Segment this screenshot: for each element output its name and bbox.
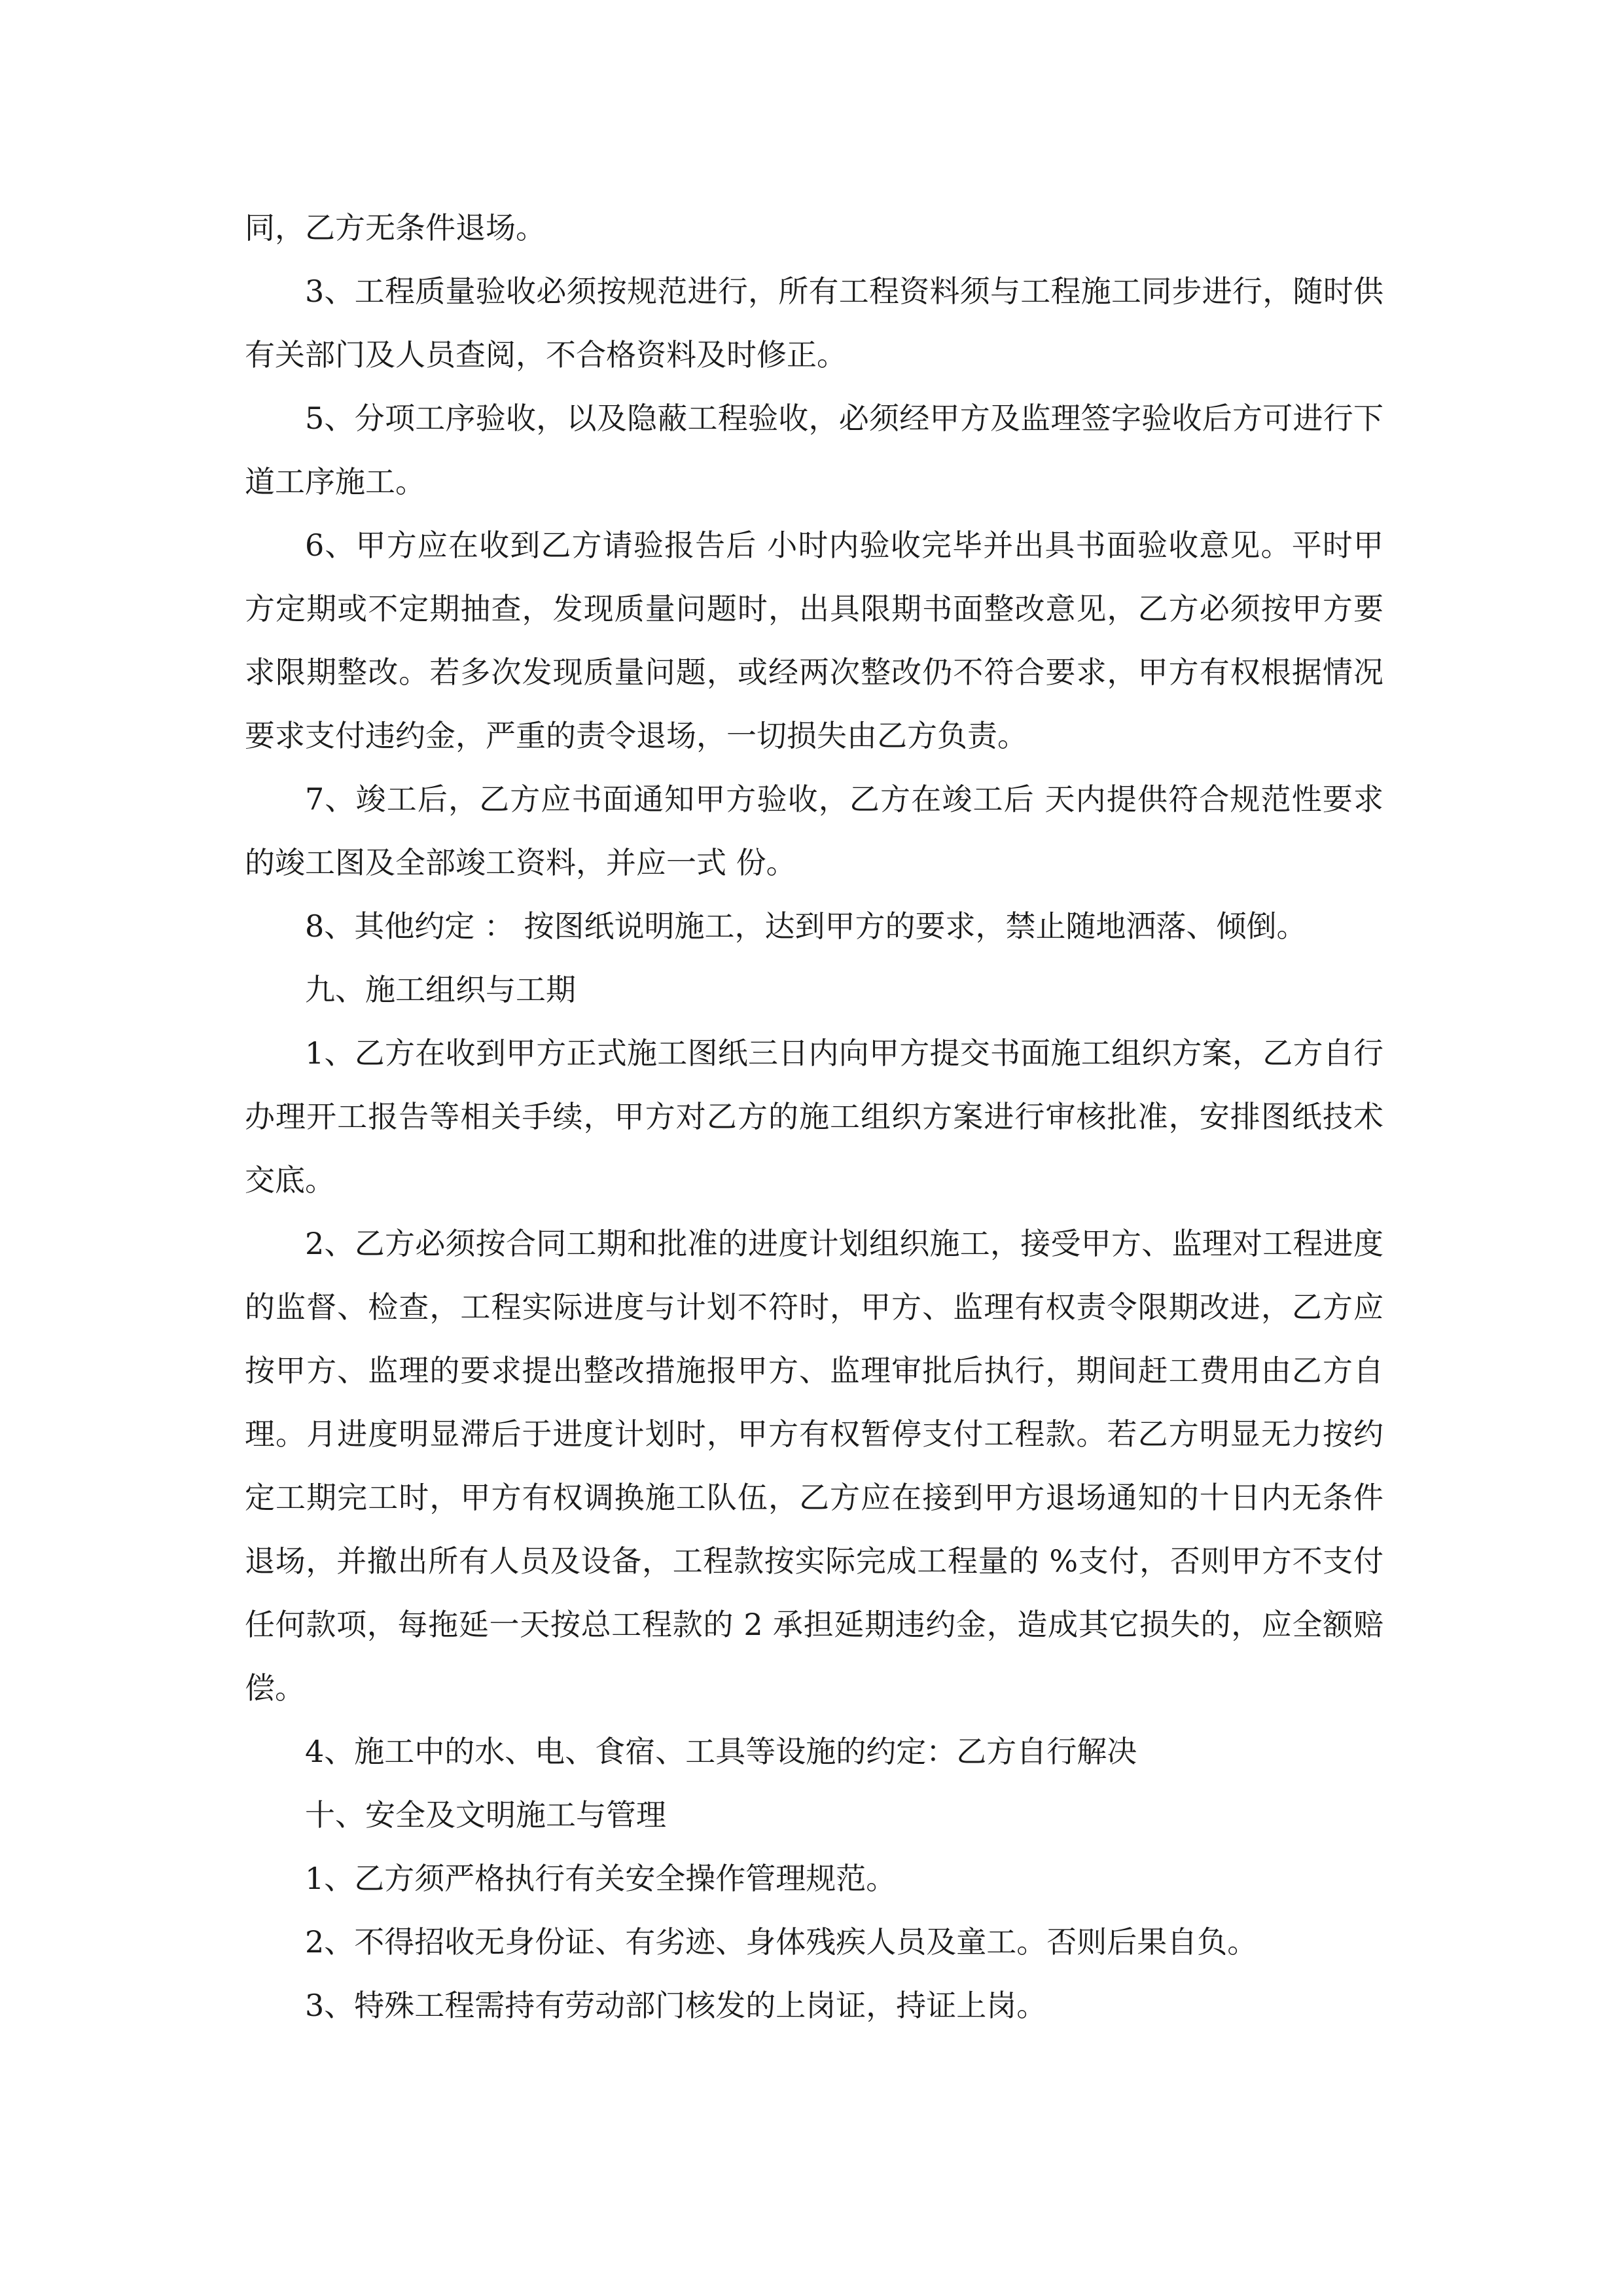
paragraph-clause-9-4: 4、施工中的水、电、食宿、工具等设施的约定：乙方自行解决 bbox=[305, 1734, 1137, 1769]
paragraph-clause-5-inspection: 5、分项工序验收，以及隐蔽工程验收，必须经甲方及监理签字验收后方可进行下道工序施工。 bbox=[245, 401, 1383, 499]
paragraph-clause-10-1: 1、乙方须严格执行有关安全操作管理规范。 bbox=[305, 1861, 897, 1896]
paragraph-clause-10-2: 2、不得招收无身份证、有劣迹、身体残疾人员及童工。否则后果自负。 bbox=[305, 1924, 1258, 1960]
section-heading-9: 九、施工组织与工期 bbox=[305, 972, 576, 1007]
paragraph-clause-9-1: 1、乙方在收到甲方正式施工图纸三日内向甲方提交书面施工组织方案，乙方自行办理开工报告等相关手续，甲方对乙方的施工组织方案进行审核批准，安排图纸技术交底。 bbox=[245, 1035, 1383, 1198]
paragraph-clause-3-quality: 3、工程质量验收必须按规范进行，所有工程资料须与工程施工同步进行，随时供有关部门及人员查阅，不合格资料及时修正。 bbox=[245, 274, 1383, 372]
paragraph-clause-8-other: 8、其他约定 ： 按图纸说明施工，达到甲方的要求，禁止随地洒落、倾倒。 bbox=[305, 908, 1307, 944]
paragraph-clause-9-2: 2、乙方必须按合同工期和批准的进度计划组织施工，接受甲方、监理对工程进度的监督、检查，工程实际进度与计划不符时，甲方、监理有权责令限期改进，乙方应按甲方、监理的要求提出整改措施报甲方、监理审批后执行，期间赶工费用由乙方自理。月进度明显滞后于进度计划时，甲方有权暂停支付工程款。若乙方明显无力按约定工期完工时，甲方有权调换施工队伍，乙方应在接到甲方退场通知的十日内无条件退场，并撤出所有人员及设备，工程款按实际完成工程量的 %支付，否则甲方不支付任何款项，每拖延一天按总工程款的 2 承担延期违约金，造成其它损失的，应全额赔偿。 bbox=[245, 1226, 1383, 1706]
document-page bbox=[245, 196, 1383, 2037]
paragraph-continuation: 同，乙方无条件退场。 bbox=[245, 210, 546, 245]
paragraph-clause-10-3: 3、特殊工程需持有劳动部门核发的上岗证，持证上岗。 bbox=[305, 1988, 1047, 2023]
section-heading-10: 十、安全及文明施工与管理 bbox=[305, 1797, 666, 1833]
paragraph-clause-6-acceptance: 6、甲方应在收到乙方请验报告后 小时内验收完毕并出具书面验收意见。平时甲方定期或不定期抽查，发现质量问题时，出具限期书面整改意见，乙方必须按甲方要求限期整改。若多次发现质量问题，或经两次整改仍不符合要求，甲方有权根据情况要求支付违约金，严重的责令退场，一切损失由乙方负责。 bbox=[245, 528, 1383, 753]
paragraph-clause-7-completion: 7、竣工后，乙方应书面通知甲方验收，乙方在竣工后 天内提供符合规范性要求的竣工图及全部竣工资料，并应一式 份。 bbox=[245, 781, 1383, 880]
